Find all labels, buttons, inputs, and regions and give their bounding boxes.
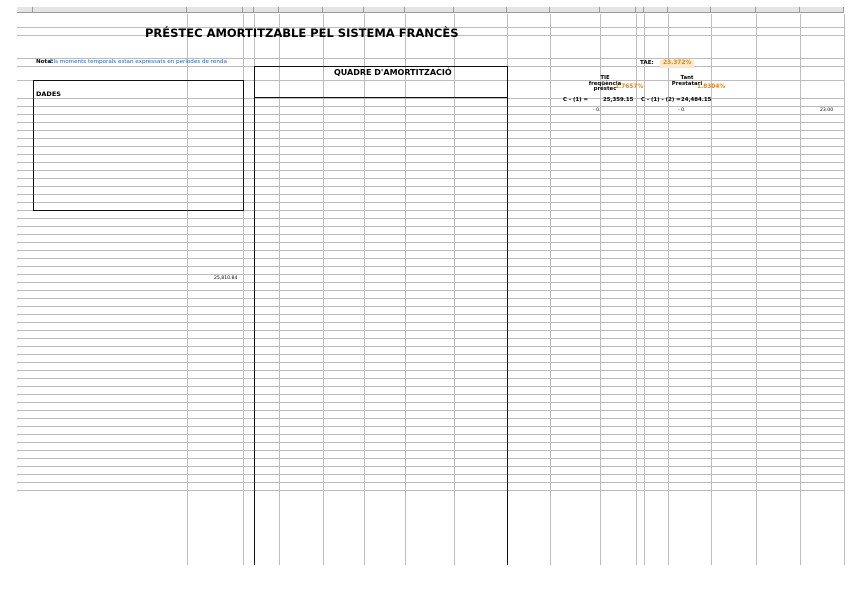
row-line bbox=[17, 138, 844, 139]
row-line bbox=[17, 298, 844, 299]
row-line bbox=[17, 290, 844, 291]
k6-value: 25,359.15 bbox=[603, 97, 634, 103]
dades-border bbox=[243, 80, 244, 210]
column-line bbox=[711, 14, 712, 565]
row-line bbox=[17, 338, 844, 339]
row-line bbox=[17, 450, 844, 451]
row-line bbox=[17, 194, 844, 195]
column-line bbox=[844, 14, 845, 565]
column-header-D[interactable] bbox=[254, 7, 279, 13]
k7-text: - 0. bbox=[593, 108, 601, 113]
column-header-C[interactable] bbox=[243, 7, 254, 13]
row-line bbox=[17, 202, 844, 203]
k-value[interactable]: 1.7657% bbox=[615, 84, 644, 90]
row-line bbox=[17, 426, 844, 427]
tae-label: TAE: bbox=[640, 60, 654, 66]
row-line bbox=[17, 242, 844, 243]
r7-text: 23.00 bbox=[820, 108, 834, 113]
column-header-P[interactable] bbox=[711, 7, 756, 13]
row-line bbox=[17, 482, 844, 483]
column-header-O[interactable] bbox=[668, 7, 711, 13]
row-line bbox=[17, 386, 844, 387]
row-line bbox=[17, 370, 844, 371]
row-line bbox=[17, 170, 844, 171]
column-line bbox=[550, 14, 551, 565]
column-header-J[interactable] bbox=[507, 7, 550, 13]
row-line bbox=[17, 322, 844, 323]
column-header-M[interactable] bbox=[636, 7, 644, 13]
row-line bbox=[17, 434, 844, 435]
row-line bbox=[17, 122, 844, 123]
column-line bbox=[800, 14, 801, 565]
k6-label: C - (1) = bbox=[563, 97, 589, 103]
column-header-G[interactable] bbox=[364, 7, 405, 13]
row-line bbox=[17, 162, 844, 163]
n6-label: C - (1) - (2) = bbox=[641, 97, 681, 103]
row-line bbox=[17, 458, 844, 459]
row-line bbox=[17, 226, 844, 227]
row-line bbox=[17, 346, 844, 347]
row-line bbox=[17, 154, 844, 155]
row-line bbox=[17, 490, 844, 491]
row-line bbox=[17, 410, 844, 411]
row-line bbox=[17, 234, 844, 235]
column-header-B[interactable] bbox=[187, 7, 243, 13]
row-line bbox=[17, 146, 844, 147]
column-header-A[interactable] bbox=[33, 7, 187, 13]
column-header-Q[interactable] bbox=[756, 7, 800, 13]
column-line bbox=[756, 14, 757, 565]
a25-value: 25,810.84 bbox=[214, 276, 238, 281]
k-header: TIE freqüència préstec bbox=[588, 75, 622, 93]
n7-text: - 0. bbox=[678, 108, 686, 113]
dades-border bbox=[33, 80, 34, 210]
table-border bbox=[254, 66, 255, 565]
row-line bbox=[17, 306, 844, 307]
column-header-L[interactable] bbox=[600, 7, 636, 13]
n-header: Tant Prestatari bbox=[671, 75, 703, 87]
row-line bbox=[17, 250, 844, 251]
column-line bbox=[600, 14, 601, 565]
column-header-F[interactable] bbox=[323, 7, 364, 13]
row-line bbox=[17, 218, 844, 219]
row-line bbox=[17, 186, 844, 187]
row-line bbox=[17, 130, 844, 131]
dades-border bbox=[33, 210, 244, 211]
column-line bbox=[636, 14, 637, 565]
sheet-title: PRÉSTEC AMORTITZABLE PEL SISTEMA FRANCÈS bbox=[145, 26, 459, 40]
row-line bbox=[17, 474, 844, 475]
row-line bbox=[17, 258, 844, 259]
dades-header: DADES bbox=[36, 90, 61, 98]
row-line bbox=[17, 354, 844, 355]
row-line bbox=[17, 282, 844, 283]
column-header-E[interactable] bbox=[279, 7, 323, 13]
row-line bbox=[17, 418, 844, 419]
table-border bbox=[254, 66, 507, 67]
n-value[interactable]: 1.8304% bbox=[697, 84, 726, 90]
row-line bbox=[17, 402, 844, 403]
tae-value[interactable]: 23.372% bbox=[660, 60, 694, 68]
row-line bbox=[17, 362, 844, 363]
column-header-H[interactable] bbox=[405, 7, 454, 13]
row-line bbox=[17, 114, 844, 115]
note-label: Nota: bbox=[36, 59, 54, 65]
column-header-I[interactable] bbox=[454, 7, 507, 13]
row-line bbox=[17, 394, 844, 395]
column-line bbox=[187, 14, 188, 565]
dades-border bbox=[33, 80, 244, 81]
select-all-corner[interactable] bbox=[17, 7, 33, 13]
row-line bbox=[17, 106, 844, 107]
column-header-R[interactable] bbox=[800, 7, 844, 13]
table-border bbox=[254, 97, 507, 98]
row-line bbox=[17, 314, 844, 315]
row-line bbox=[17, 330, 844, 331]
row-line bbox=[17, 274, 844, 275]
n6-value: 24,484.15 bbox=[681, 97, 712, 103]
column-header-N[interactable] bbox=[644, 7, 668, 13]
row-line bbox=[17, 98, 844, 99]
quadre-title: QUADRE D'AMORTITZACIÓ bbox=[334, 68, 452, 77]
row-line bbox=[17, 466, 844, 467]
table-border bbox=[507, 66, 508, 565]
row-line bbox=[17, 178, 844, 179]
note-text: Els moments temporals estan expressats en períodes de renda bbox=[50, 59, 227, 65]
row-line bbox=[17, 442, 844, 443]
row-line bbox=[17, 378, 844, 379]
column-header-K[interactable] bbox=[550, 7, 600, 13]
row-line bbox=[17, 266, 844, 267]
